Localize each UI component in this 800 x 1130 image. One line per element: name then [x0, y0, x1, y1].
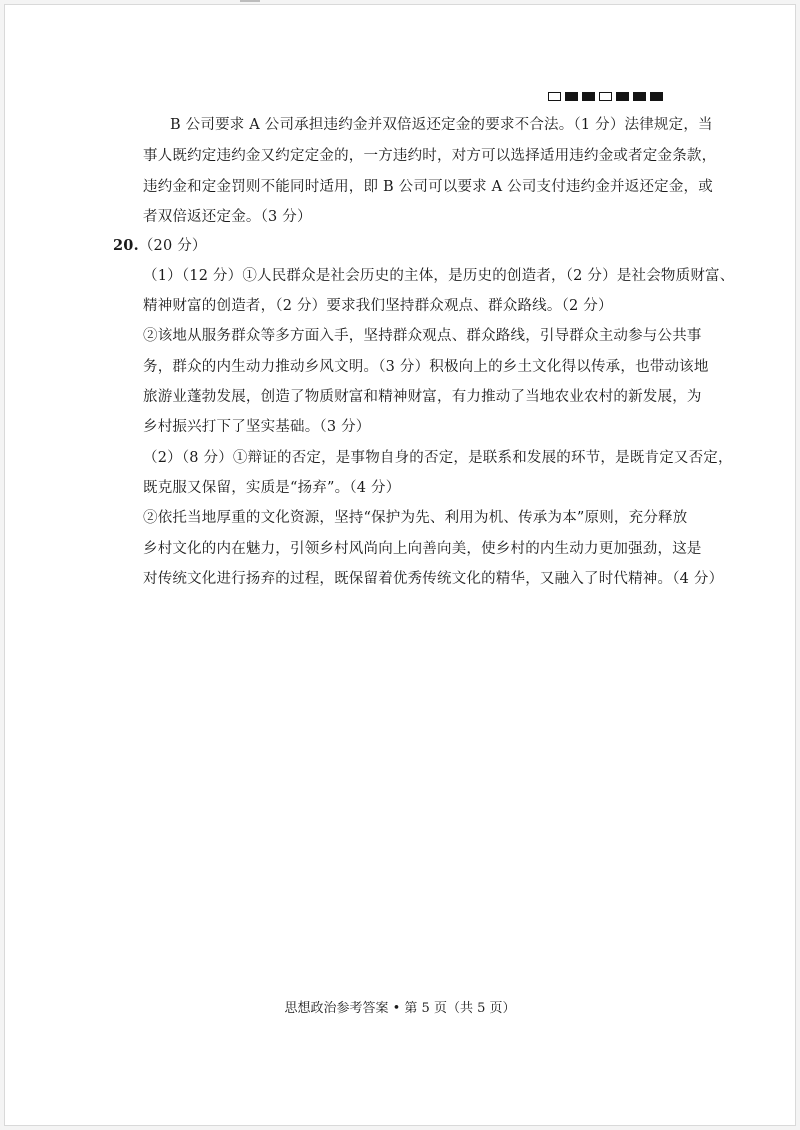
- q20-line-7: （2）（8 分）①辩证的否定，是事物自身的否定，是联系和发展的环节，是既肯定又否定，: [143, 450, 733, 466]
- q20-line-9: ②依托当地厚重的文化资源，坚持“保护为先、利用为机、传承为本”原则，充分释放: [143, 510, 688, 526]
- q20-header: [113, 236, 207, 256]
- q20-line-3: ②该地从服务群众等多方面入手，坚持群众观点、群众路线，引导群众主动参与公共事: [143, 328, 702, 344]
- q20-line-6: 乡村振兴打下了坚实基础。（3 分）: [143, 419, 371, 435]
- q19-line-3: 违约金和定金罚则不能同时适用，即 B 公司可以要求 A 公司支付违约金并返还定金，或: [143, 179, 713, 195]
- page-footer: 思想政治参考答案 • 第 5 页（共 5 页）: [284, 1001, 516, 1016]
- q20-line-11: 对传统文化进行扬弃的过程，既保留着优秀传统文化的精华，又融入了时代精神。（4 分）: [143, 571, 724, 587]
- q20-line-1: （1）（12 分）①人民群众是社会历史的主体，是历史的创造者，（2 分）是社会物质财富、: [143, 268, 735, 284]
- q20-line-4: 务，群众的内生动力推动乡风文明。（3 分）积极向上的乡土文化得以传承，也带动该地: [143, 359, 709, 375]
- q19-line-4: 者双倍返还定金。（3 分）: [143, 209, 312, 225]
- q20-line-2: 精神财富的创造者，（2 分）要求我们坚持群众观点、群众路线。（2 分）: [143, 298, 613, 314]
- q20-line-8: 既克服又保留，实质是“扬弃”。（4 分）: [143, 480, 401, 496]
- q20-line-10: 乡村文化的内在魅力，引领乡村风尚向上向善向美，使乡村的内生动力更加强劲，这是: [143, 541, 702, 557]
- q19-line-1: B 公司要求 A 公司承担违约金并双倍返还定金的要求不合法。（1 分）法律规定，当: [170, 117, 713, 133]
- q20-score: （20 分）: [138, 238, 207, 254]
- q20-line-5: 旅游业蓬勃发展，创造了物质财富和精神财富，有力推动了当地农业农村的新发展，为: [143, 389, 702, 405]
- q19-line-2: 事人既约定违约金又约定定金的，一方违约时，对方可以选择适用违约金或者定金条款，: [143, 148, 717, 164]
- q20-number: 20.: [113, 237, 139, 254]
